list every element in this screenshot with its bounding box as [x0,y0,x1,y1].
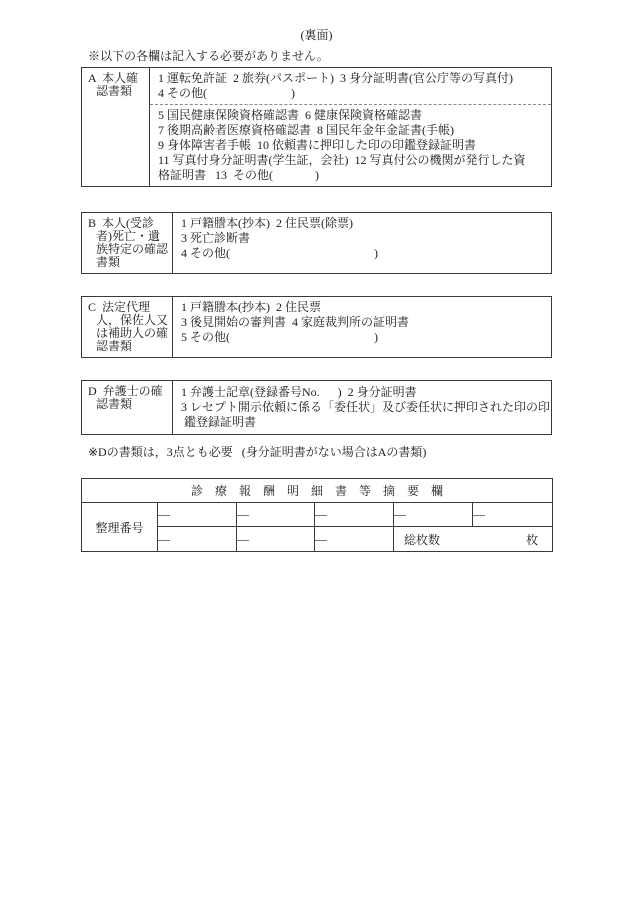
section-b-table [81,212,552,274]
item-line: 9 身体障害者手帳 10 依頼書に押印した印の印鑑登録証明書 [158,138,477,152]
section-b-content [173,213,551,273]
instruction-note: ※以下の各欄は記入する必要がありません。 [88,49,329,63]
section-c-table [81,296,552,358]
item-line: 4 その他( ) [181,246,378,260]
label-line: B 本人(受診 [88,216,155,230]
section-c-label [82,297,173,357]
label-line: C 法定代理 [88,300,151,314]
label-line: 認書類 [96,397,133,411]
item-line: 格証明書 13 その他( ) [158,168,319,182]
item-line: 4 その他( ) [158,86,295,100]
section-d-content [173,381,551,434]
total-unit-label: 枚 [526,532,539,547]
total-count-cell [394,527,553,552]
label-line: は補助人の確 [96,326,169,340]
label-line: 族特定の確認 [96,242,169,256]
label-line: 認書類 [96,339,133,353]
label-line: 認書類 [96,84,133,98]
section-c-content [173,297,551,357]
summary-cell: — [315,527,394,552]
item-line: 11 写真付身分証明書(学生証，会社) 12 写真付公の機関が発行した資 [158,153,526,167]
section-d-note: ※Dの書類は，3点とも必要 (身分証明書がない場合はAの書類) [88,445,427,459]
serial-number-label: 整理番号 [82,503,158,552]
item-line: 5 国民健康保険資格確認書 6 健康保険資格確認書 [158,108,423,122]
section-a-label [82,68,150,186]
summary-header: 診 療 報 酬 明 細 書 等 摘 要 欄 [82,479,553,503]
item-line: 1 戸籍謄本(抄本) 2 住民票(除票) [181,216,353,230]
summary-cell: — [158,527,237,552]
item-line: 1 運転免許証 2 旅券(パスポート) 3 身分証明書(官公庁等の写真付) [158,71,513,85]
section-d-table [81,380,552,435]
form-sheet [81,28,552,552]
section-a-content [150,68,551,186]
page-title: (裏面) [300,28,333,42]
item-line: 3 死亡診断書 [181,231,251,245]
summary-cell: — [473,503,553,527]
summary-cell: — [237,503,315,527]
section-b-label [82,213,173,273]
total-count-label: 総枚数 [404,532,441,547]
summary-cell: — [237,527,315,552]
item-line: 1 戸籍謄本(抄本) 2 住民票 [181,300,321,314]
section-a-block1 [150,68,551,105]
summary-cell: — [315,503,394,527]
summary-cell: — [394,503,473,527]
summary-table [81,478,553,552]
section-a-table [81,67,552,187]
item-line: 5 その他( ) [181,330,378,344]
label-line: D 弁護士の確 [88,384,163,398]
label-line: 書類 [96,255,121,269]
item-line: 3 後見開始の審判書 4 家庭裁判所の証明書 [181,315,410,329]
item-line: 3 レセプト開示依頼に係る「委任状」及び委任状に押印された印の印 [181,400,551,414]
section-d-label [82,381,173,434]
summary-cell: — [158,503,237,527]
label-line: 者)死亡・遺 [96,229,160,243]
item-line: 鑑登録証明書 [181,415,257,429]
item-line: 1 弁護士記章(登録番号No. ) 2 身分証明書 [181,385,417,399]
label-line: 人，保佐人又 [96,313,169,327]
section-a-block2 [150,105,551,186]
item-line: 7 後期高齢者医療資格確認書 8 国民年金年金証書(手帳) [158,123,454,137]
label-line: A 本人確 [88,71,139,85]
